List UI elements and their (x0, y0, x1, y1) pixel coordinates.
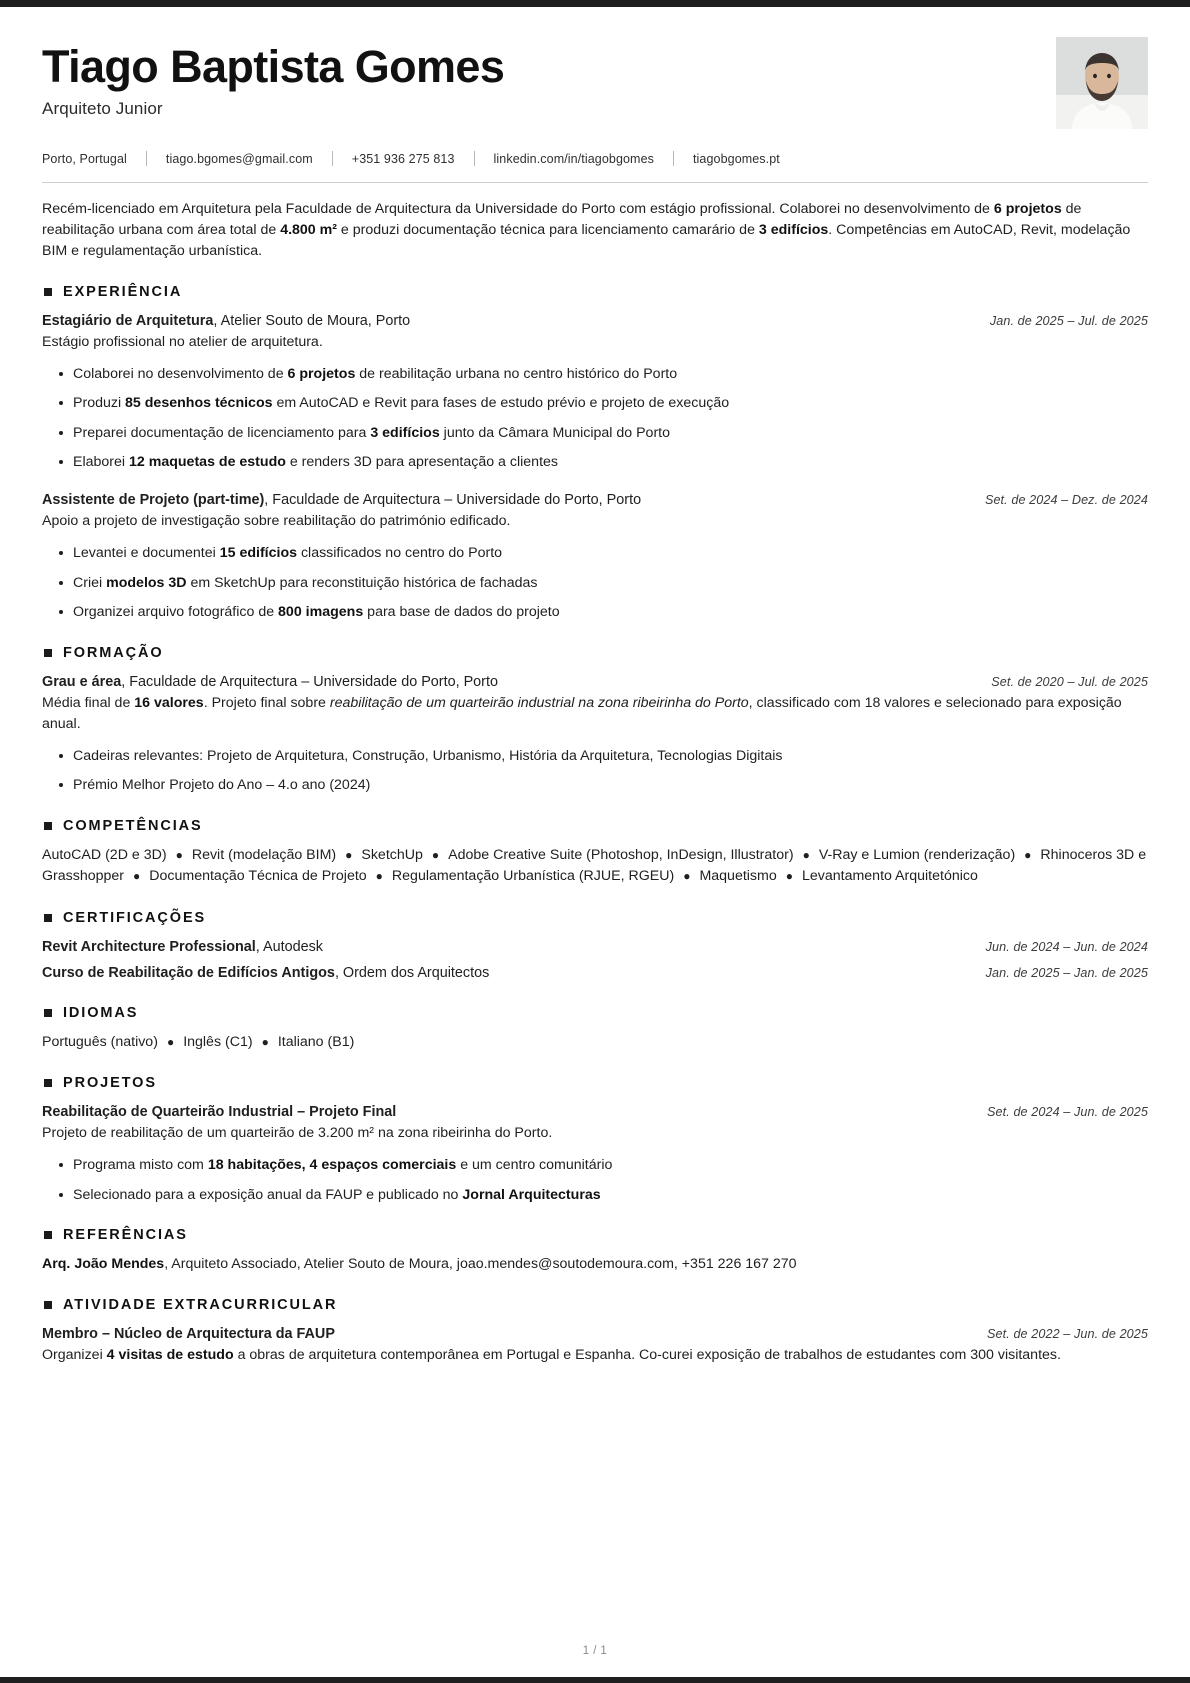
page-title: Tiago Baptista Gomes (42, 41, 505, 92)
entry-date: Set. de 2024 – Dez. de 2024 (984, 493, 1148, 508)
avatar (1056, 37, 1148, 129)
job-headline: Arquiteto Junior (42, 99, 163, 119)
skills-list (42, 845, 1148, 888)
bullet-text-a: Levantei e documentei (73, 545, 220, 562)
entry-title (42, 672, 498, 692)
skill-item: Levantamento Arquitetónico (801, 868, 978, 885)
bullet-text-b: 3 edifícios (370, 424, 440, 441)
contact-phone[interactable]: +351 936 275 813 (351, 151, 455, 166)
entry-title (42, 311, 410, 331)
resume-sheet (0, 7, 1190, 1366)
entry-date: Jun. de 2024 – Jun. de 2024 (985, 939, 1148, 954)
extra-visits-count: 4 visitas de estudo (106, 1347, 234, 1364)
identity-block (42, 37, 504, 119)
section-header (42, 1297, 1148, 1313)
entry-description: Estágio profissional no atelier de arquitetura. (42, 333, 323, 350)
languages-list (42, 1032, 1148, 1053)
entry-heading-row (42, 490, 1148, 510)
portrait-photo-icon (1056, 37, 1148, 129)
summary-strong-area: 4.800 m² (280, 221, 337, 238)
bullet-text-b: 85 desenhos técnicos (125, 395, 273, 412)
certification-issuer: , Autodesk (255, 938, 323, 955)
summary-text-4: . Competências em AutoCAD, Revit, modelação BIM e regulamentação urbanística. (42, 221, 1131, 259)
entry-date: Set. de 2022 – Jun. de 2025 (987, 1327, 1148, 1342)
language-item: Italiano (B1) (277, 1033, 355, 1050)
section-title-education: FORMAÇÃO (63, 644, 164, 661)
section-title-projects: PROJETOS (63, 1075, 157, 1092)
bullet-text-a: Organizei arquivo fotográfico de (73, 604, 279, 621)
edu-text-c: , classificado com 18 valores e selecionado para exposição anual. (42, 695, 1122, 732)
language-item: Português (nativo) (42, 1033, 158, 1050)
skill-item: AutoCAD (2D e 3D) (42, 846, 167, 863)
dot-separator-icon: ● (345, 848, 353, 863)
bullet-text-b: 15 edifícios (219, 545, 297, 562)
skill-item: Rhinoceros 3D e Grasshopper (42, 846, 1147, 885)
certification-issuer: , Ordem dos Arquitectos (334, 964, 490, 981)
bullet-text-b: Jornal Arquitecturas (462, 1186, 601, 1203)
entry-title (42, 1102, 396, 1122)
contact-linkedin[interactable]: linkedin.com/in/tiagobgomes (493, 151, 654, 166)
bullet-text-a: Criei (73, 574, 107, 591)
reference-entry (42, 1254, 1148, 1275)
entry-bullet-list (42, 364, 1148, 473)
page-footer: 1 / 1 (582, 1645, 608, 1657)
entry-heading-row (42, 672, 1148, 692)
extracurricular-entry (42, 1324, 1148, 1366)
skill-item: SketchUp (361, 846, 423, 863)
extra-text-b: a obras de arquitetura contemporânea em Portugal e Espanha. Co-curei exposição de trabalhos de estudantes com 300 visitantes. (233, 1347, 1061, 1364)
section-header (42, 645, 1148, 661)
bullet-text-a: Colaborei no desenvolvimento de (73, 365, 288, 382)
entry-heading-row (42, 937, 1148, 957)
experience-entry (42, 490, 1148, 623)
entry-description (42, 1345, 1148, 1366)
section-references (42, 1227, 1148, 1275)
bullet-text-a: Programa misto com (73, 1157, 208, 1174)
bullet-text-a: Prémio Melhor Projeto do Ano – 4.o ano (2024) (73, 777, 371, 794)
skill-item: Documentação Técnica de Projeto (149, 868, 367, 885)
reference-details: , Arquiteto Associado, Atelier Souto de Moura, joao.mendes@soutodemoura.com, +351 226 167 270 (164, 1256, 797, 1273)
bullet-text-c: e um centro comunitário (456, 1157, 613, 1174)
section-certifications (42, 910, 1148, 983)
entry-heading-row (42, 311, 1148, 331)
language-item: Inglês (C1) (183, 1033, 253, 1050)
contact-location: Porto, Portugal (42, 151, 127, 166)
bullet-text-c: de reabilitação urbana no centro histórico do Porto (355, 365, 678, 382)
section-title-experience: EXPERIÊNCIA (63, 283, 183, 300)
certification-entry (42, 937, 1148, 957)
contact-separator (332, 151, 333, 166)
extra-text-a: Organizei (42, 1347, 107, 1364)
section-header (42, 284, 1148, 300)
entry-title (42, 490, 641, 510)
contact-email[interactable]: tiago.bgomes@gmail.com (165, 151, 313, 166)
dot-separator-icon: ● (166, 1035, 175, 1050)
edu-grade: 16 valores (134, 695, 204, 711)
entry-title (42, 1324, 335, 1344)
square-bullet-icon (44, 649, 52, 657)
section-header (42, 910, 1148, 926)
list-item (42, 423, 1148, 444)
square-bullet-icon (44, 822, 52, 830)
bullet-text-b: 6 projetos (287, 365, 356, 382)
summary-text-2: de reabilitação urbana com área total de (42, 201, 1082, 238)
entry-bullet-list (42, 1155, 1148, 1205)
resume-header (42, 37, 1148, 129)
entry-description: Apoio a projeto de investigação sobre reabilitação do património edificado. (42, 513, 511, 530)
entry-degree: Grau e área (42, 673, 122, 690)
certification-name: Revit Architecture Professional (42, 938, 256, 955)
entry-bullet-list (42, 746, 1148, 796)
section-header (42, 1075, 1148, 1091)
section-header (42, 1227, 1148, 1243)
list-item (42, 573, 1148, 594)
entry-role: Assistente de Projeto (part-time) (42, 492, 265, 509)
bottom-accent-bar (0, 1677, 1190, 1683)
bullet-text-a: Selecionado para a exposição anual da FAUP e publicado no (73, 1186, 463, 1203)
list-item (42, 775, 1148, 796)
section-skills (42, 818, 1148, 888)
entry-date: Jan. de 2025 – Jul. de 2025 (989, 313, 1148, 328)
section-languages (42, 1005, 1148, 1053)
skill-item: Revit (modelação BIM) (191, 846, 337, 863)
summary-strong-buildings: 3 edifícios (758, 221, 829, 238)
bullet-text-a: Cadeiras relevantes: Projeto de Arquitetura, Construção, Urbanismo, História da Arquitetura, Tecnologias Digitais (73, 747, 783, 764)
bullet-text-c: em AutoCAD e Revit para fases de estudo prévio e projeto de execução (272, 395, 730, 412)
square-bullet-icon (44, 1079, 52, 1087)
list-item (42, 746, 1148, 767)
section-projects (42, 1075, 1148, 1205)
project-entry (42, 1102, 1148, 1205)
bullet-text-b: 12 maquetas de estudo (129, 454, 286, 471)
summary-text-1: Recém-licenciado em Arquitetura pela Faculdade de Arquitectura da Universidade do Porto com estágio profissional. Colaborei no desenvolvimento de (42, 201, 994, 217)
dot-separator-icon: ● (375, 869, 383, 884)
dot-separator-icon: ● (175, 848, 183, 863)
section-title-languages: IDIOMAS (63, 1004, 139, 1021)
edu-text-b: . Projeto final sobre (203, 695, 330, 711)
bullet-text-b: 18 habitações, 4 espaços comerciais (207, 1157, 457, 1174)
reference-name: Arq. João Mendes (42, 1256, 165, 1273)
section-education (42, 645, 1148, 796)
certification-entry (42, 963, 1148, 983)
entry-date: Set. de 2020 – Jul. de 2025 (991, 674, 1148, 689)
square-bullet-icon (44, 1231, 52, 1239)
list-item (42, 364, 1148, 385)
section-title-references: REFERÊNCIAS (63, 1227, 188, 1244)
contact-separator (673, 151, 674, 166)
bullet-text-a: Produzi (73, 395, 126, 412)
bullet-text-c: e renders 3D para apresentação a clientes (285, 454, 558, 471)
entry-heading-row (42, 1102, 1148, 1122)
contact-separator (146, 151, 147, 166)
entry-org: , Atelier Souto de Moura, Porto (213, 312, 411, 329)
dot-separator-icon: ● (802, 848, 810, 863)
dot-separator-icon: ● (1024, 848, 1032, 863)
bullet-text-c: para base de dados do projeto (363, 604, 560, 621)
bullet-text-a: Preparei documentação de licenciamento para (73, 424, 371, 441)
header-divider (42, 182, 1148, 183)
dot-separator-icon: ● (683, 869, 691, 884)
experience-entry (42, 311, 1148, 473)
section-title-certifications: CERTIFICAÇÕES (63, 909, 207, 926)
entry-description (42, 693, 1148, 735)
list-item (42, 602, 1148, 623)
square-bullet-icon (44, 1301, 52, 1309)
list-item (42, 543, 1148, 564)
bullet-text-c: classificados no centro do Porto (297, 545, 503, 562)
entry-heading-row (42, 1324, 1148, 1344)
section-header (42, 818, 1148, 834)
bullet-text-c: em SketchUp para reconstituição histórica de fachadas (186, 574, 538, 591)
dot-separator-icon: ● (431, 848, 440, 863)
edu-thesis-title: reabilitação de um quarteirão industrial na zona ribeirinha do Porto (329, 695, 749, 711)
section-experience (42, 284, 1148, 623)
square-bullet-icon (44, 288, 52, 296)
section-extracurricular (42, 1297, 1148, 1366)
square-bullet-icon (44, 914, 52, 922)
entry-date: Jan. de 2025 – Jan. de 2025 (985, 965, 1148, 980)
project-name: Reabilitação de Quarteirão Industrial – Projeto Final (42, 1104, 397, 1121)
list-item (42, 1155, 1148, 1176)
contact-website[interactable]: tiagobgomes.pt (692, 151, 780, 166)
section-title-extracurricular: ATIVIDADE EXTRACURRICULAR (63, 1297, 338, 1314)
entry-date: Set. de 2024 – Jun. de 2025 (987, 1105, 1148, 1120)
extracurricular-role: Membro – Núcleo de Arquitectura da FAUP (42, 1326, 335, 1343)
dot-separator-icon: ● (133, 869, 141, 884)
entry-description: Projeto de reabilitação de um quarteirão de 3.200 m² na zona ribeirinha do Porto. (42, 1125, 553, 1142)
section-header (42, 1005, 1148, 1021)
entry-heading-row (42, 963, 1148, 983)
top-accent-bar (0, 0, 1190, 7)
summary-text-3: e produzi documentação técnica para licenciamento camarário de (336, 221, 759, 238)
list-item (42, 1185, 1148, 1206)
summary-strong-projects: 6 projetos (993, 201, 1062, 217)
contact-separator (474, 151, 475, 166)
entry-org: , Faculdade de Arquitectura – Universidade do Porto, Porto (121, 673, 498, 690)
edu-text-a: Média final de (42, 695, 135, 711)
square-bullet-icon (44, 1009, 52, 1017)
skill-item: Adobe Creative Suite (Photoshop, InDesign, Illustrator) (448, 846, 794, 863)
entry-title (42, 963, 489, 983)
entry-title (42, 937, 323, 957)
bullet-text-b: modelos 3D (106, 574, 187, 591)
skill-item: Regulamentação Urbanística (RJUE, RGEU) (391, 868, 675, 885)
dot-separator-icon: ● (261, 1035, 269, 1050)
section-title-skills: COMPETÊNCIAS (63, 817, 203, 834)
summary-paragraph (42, 199, 1148, 262)
skill-item: Maquetismo (699, 868, 777, 885)
bullet-text-c: junto da Câmara Municipal do Porto (439, 424, 670, 441)
bullet-text-a: Elaborei (73, 454, 129, 471)
entry-role: Estagiário de Arquitetura (42, 312, 214, 329)
contact-bar (42, 151, 1148, 166)
skill-item: V-Ray e Lumion (renderização) (818, 846, 1016, 863)
entry-bullet-list (42, 543, 1148, 623)
entry-org: , Faculdade de Arquitectura – Universidade do Porto, Porto (264, 492, 642, 509)
list-item (42, 393, 1148, 414)
dot-separator-icon: ● (785, 869, 793, 884)
certification-name: Curso de Reabilitação de Edifícios Antigos (42, 964, 335, 981)
education-entry (42, 672, 1148, 796)
bullet-text-b: 800 imagens (278, 604, 364, 621)
list-item (42, 452, 1148, 473)
